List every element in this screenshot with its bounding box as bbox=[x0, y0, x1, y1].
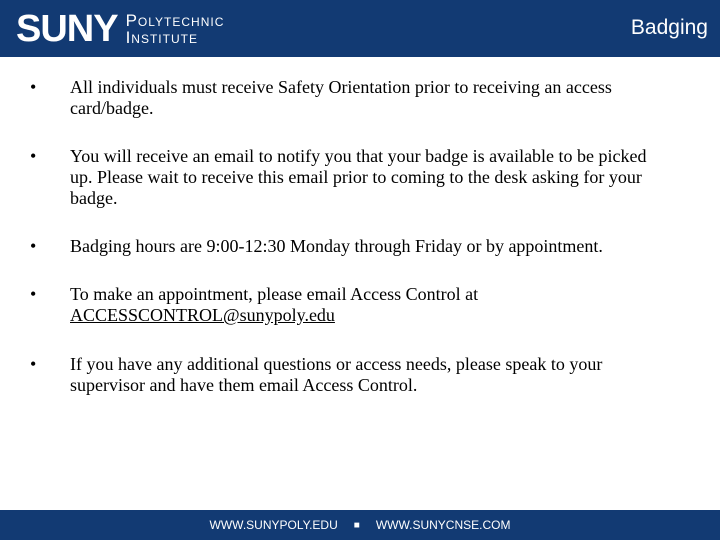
suny-poly-logo[interactable] bbox=[16, 9, 224, 49]
footer-link-sunypoly[interactable]: WWW.SUNYPOLY.EDU bbox=[209, 518, 338, 532]
footer-link-sunycnse[interactable]: WWW.SUNYCNSE.COM bbox=[375, 518, 511, 532]
logo-subtitle bbox=[126, 12, 225, 46]
bullet-item bbox=[30, 77, 670, 119]
bullet-text: You will receive an email to notify you that your badge is available to be picked up. Please wait to receive this email prior to coming to the desk asking for your badge. bbox=[70, 146, 647, 208]
bullet-dot: • bbox=[30, 77, 37, 97]
logo-line-2: Institute bbox=[125, 28, 198, 47]
bullet-dot: • bbox=[30, 146, 37, 166]
bullet-item bbox=[30, 236, 670, 257]
bullet-dot: • bbox=[30, 284, 37, 304]
bullet-text: Badging hours are 9:00-12:30 Monday through Friday or by appointment. bbox=[70, 236, 603, 256]
bullet-dot: • bbox=[30, 354, 37, 374]
bullet-text: If you have any additional questions or access needs, please speak to your supervisor and have them email Access Control. bbox=[70, 354, 603, 395]
bullet-item bbox=[30, 146, 670, 209]
bullet-text: All individuals must receive Safety Orientation prior to receiving an access card/badge. bbox=[70, 77, 612, 118]
footer-bar bbox=[0, 510, 720, 540]
slide-title: Badging bbox=[630, 16, 708, 39]
bullet-text: To make an appointment, please email Access Control at bbox=[70, 284, 479, 304]
bullet-item bbox=[30, 354, 670, 396]
bullet-dot: • bbox=[30, 236, 37, 256]
logo-line-1: Polytechnic bbox=[125, 11, 225, 30]
logo-suny-text: SUNY bbox=[16, 8, 118, 50]
header-bar bbox=[0, 0, 720, 57]
footer-separator: ■ bbox=[353, 519, 360, 531]
bullet-item bbox=[30, 284, 670, 326]
bullet-list bbox=[30, 77, 670, 396]
access-control-email-link[interactable]: ACCESSCONTROL@sunypoly.edu bbox=[70, 305, 335, 325]
slide-content bbox=[30, 77, 670, 396]
